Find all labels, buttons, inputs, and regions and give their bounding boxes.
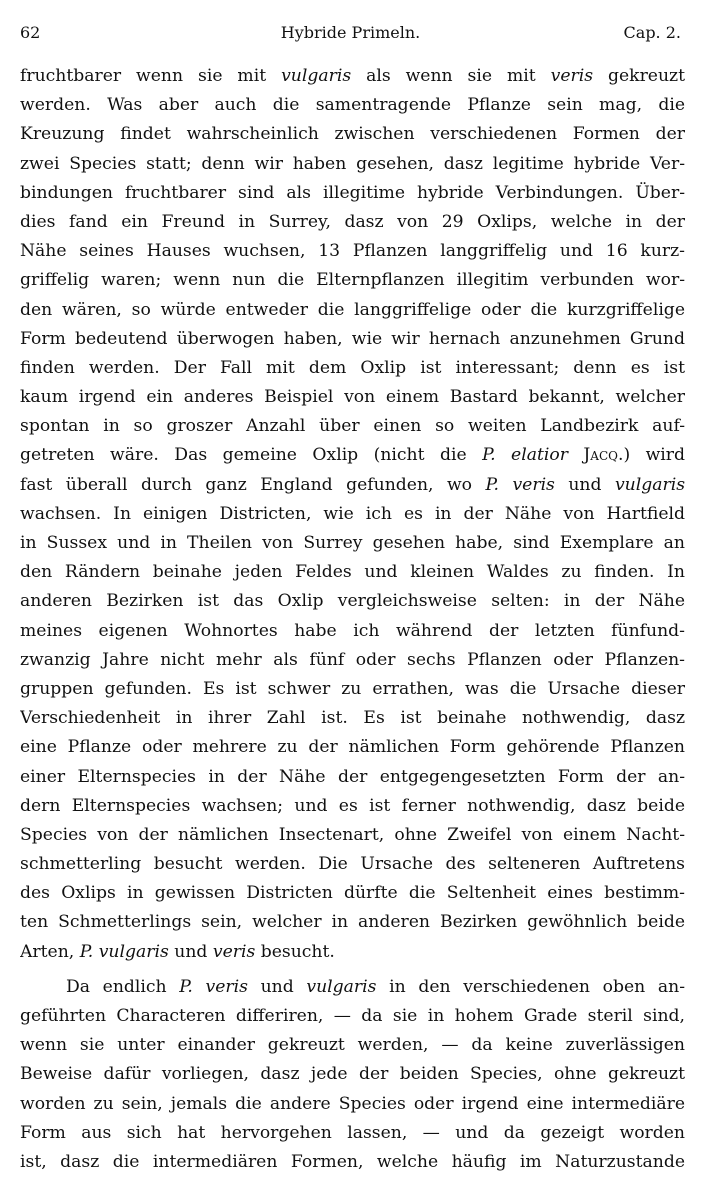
text-line [20, 383, 685, 412]
text-segment: dern Elternspecies wachsen; und es ist ferner nothwendig, dasz beide [20, 795, 685, 816]
body-text [20, 62, 685, 1177]
text-segment: Form aus sich hat hervorgehen lassen, — und da gezeigt worden [20, 1122, 685, 1143]
text-line [20, 354, 685, 383]
text-segment: wachsen. In einigen Districten, wie ich es in der Nähe von Hartfield [20, 503, 685, 524]
text-line [20, 704, 685, 733]
text-line [20, 1031, 685, 1060]
text-segment: Da endlich [66, 976, 180, 997]
text-segment: eine Pflanze oder mehrere zu der nämlichen Form gehörende Pflanzen [20, 737, 685, 758]
text-line [20, 850, 685, 879]
text-line [20, 266, 685, 295]
text-line [20, 529, 685, 558]
text-line [20, 412, 685, 441]
text-line [20, 908, 685, 937]
text-line [20, 471, 685, 500]
text-segment: ist, dasz die intermediären Formen, welche häufig im Naturzustande [20, 1151, 685, 1172]
text-segment: zwanzig Jahre nicht mehr als fünf oder sechs Pflanzen oder Pflanzen- [20, 649, 685, 670]
text-line [20, 441, 685, 470]
italic-text: vulgaris [306, 976, 377, 997]
text-segment: geführten Characteren differiren, — da sie in hohem Grade steril sind, [20, 1006, 685, 1026]
text-line [20, 733, 685, 762]
text-line [20, 500, 685, 529]
text-line [20, 587, 685, 616]
chapter-label: Cap. 2. [623, 23, 681, 42]
text-segment: meines eigenen Wohnortes habe ich während der letzten fünfund- [20, 620, 685, 641]
text-line [20, 237, 685, 266]
text-line [20, 1090, 685, 1119]
text-segment: und [554, 474, 615, 495]
text-segment: fast überall durch ganz England gefunden, wo [20, 474, 486, 495]
text-line [20, 1002, 685, 1031]
text-line [20, 1119, 685, 1148]
italic-text: veris [550, 66, 594, 86]
text-segment: wenn sie unter einander gekreuzt werden, — da keine zuverlässigen [20, 1035, 685, 1056]
text-line [20, 1060, 685, 1089]
text-segment: fruchtbarer wenn sie mit [20, 66, 282, 86]
text-segment: Form bedeutend überwogen haben, wie wir hernach anzunehmen Grund [20, 328, 685, 349]
text-segment: besucht. [255, 941, 335, 962]
text-segment: ) wird [623, 445, 685, 466]
italic-text: vulgaris [281, 66, 352, 86]
text-segment: und [247, 976, 307, 997]
italic-text: P. elatior [482, 445, 568, 466]
text-segment: den Rändern beinahe jeden Feldes und kleinen Waldes zu finden. In [20, 562, 685, 583]
text-segment: zwei Species statt; denn wir haben gesehen, dasz legitime hybride Ver- [20, 153, 685, 174]
text-line [20, 763, 685, 792]
text-line [20, 792, 685, 821]
text-line [20, 325, 685, 354]
text-segment: des Oxlips in gewissen Districten dürfte die Seltenheit eines bestimm- [20, 883, 685, 904]
text-segment: Beweise dafür vorliegen, dasz jede der beiden Species, ohne gekreuzt [20, 1064, 685, 1085]
text-segment: schmetterling besucht werden. Die Ursache des selteneren Auftretens [20, 854, 685, 875]
text-segment: getreten wäre. Das gemeine Oxlip (nicht die [20, 445, 483, 466]
text-line [20, 150, 685, 179]
text-segment: Nähe seines Hauses wuchsen, 13 Pflanzen langgriffelig und 16 kurz- [20, 241, 685, 262]
text-segment: Kreuzung findet wahrscheinlich zwischen verschiedenen Formen der [20, 124, 685, 145]
italic-text: P. veris [485, 474, 555, 495]
text-segment: gruppen gefunden. Es ist schwer zu errathen, was die Ursache dieser [20, 678, 685, 699]
text-segment: in den verschiedenen oben an- [376, 976, 685, 997]
text-segment [568, 445, 583, 465]
text-segment: worden zu sein, jemals die andere Species oder irgend eine intermediäre [20, 1093, 685, 1114]
text-segment: den wären, so würde entweder die langgriffelige oder die kurzgriffelige [20, 299, 685, 320]
text-segment: gekreuzt [593, 66, 685, 86]
text-line [20, 1148, 685, 1177]
text-segment: dies fand ein Freund in Surrey, dasz von 29 Oxlips, welche in der [20, 211, 685, 232]
text-segment: finden werden. Der Fall mit dem Oxlip ist interessant; denn es ist [20, 357, 685, 378]
text-line [20, 120, 685, 149]
text-line [20, 821, 685, 850]
text-line [20, 62, 685, 91]
text-segment: griffelig waren; wenn nun die Elternpflanzen illegitim verbunden wor- [20, 270, 685, 291]
text-segment: Species von der nämlichen Insectenart, ohne Zweifel von einem Nacht- [20, 824, 685, 845]
running-title: Hybride Primeln. [280, 23, 421, 42]
text-line [20, 558, 685, 587]
text-line [20, 879, 685, 908]
italic-text: veris [212, 941, 256, 962]
italic-text: vulgaris [614, 474, 685, 495]
text-segment: anderen Bezirken ist das Oxlip vergleichsweise selten: in der Nähe [20, 591, 685, 612]
page-number: 62 [20, 23, 41, 42]
page-header [20, 20, 681, 46]
text-segment: Arten, [20, 941, 80, 962]
text-line [20, 296, 685, 325]
small-caps-text: Jacq. [583, 445, 624, 466]
text-line [20, 675, 685, 704]
text-line [20, 938, 685, 967]
italic-text: P. veris [179, 976, 248, 997]
text-segment: ten Schmetterlings sein, welcher in anderen Bezirken gewöhnlich beide [20, 912, 685, 933]
text-line [20, 646, 685, 675]
text-line [20, 208, 685, 237]
text-segment: Verschiedenheit in ihrer Zahl ist. Es ist beinahe nothwendig, dasz [20, 708, 685, 729]
text-segment: in Sussex und in Theilen von Surrey gesehen habe, sind Exemplare an [20, 533, 685, 553]
text-segment: und [168, 941, 213, 962]
text-line [20, 617, 685, 646]
text-segment: einer Elternspecies in der Nähe der entgegengesetzten Form der an- [20, 766, 685, 787]
text-segment: werden. Was aber auch die samentragende Pflanze sein mag, die [20, 95, 685, 116]
text-line [20, 179, 685, 208]
italic-text: P. vulgaris [79, 941, 169, 962]
text-segment: spontan in so groszer Anzahl über einen so weiten Landbezirk auf- [20, 416, 685, 437]
text-segment: kaum irgend ein anderes Beispiel von einem Bastard bekannt, welcher [20, 387, 685, 408]
text-line [20, 973, 685, 1002]
text-line [20, 91, 685, 120]
text-segment: als wenn sie mit [351, 66, 551, 86]
text-segment: bindungen fruchtbarer sind als illegitime hybride Verbindungen. Über- [20, 182, 685, 203]
